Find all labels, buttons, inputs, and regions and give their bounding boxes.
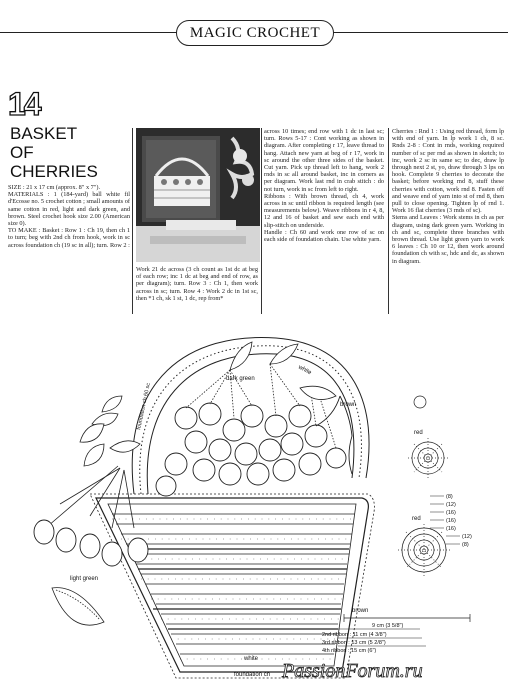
cherry-small [414, 396, 426, 408]
instructions-column-left [8, 184, 130, 249]
column-divider [388, 128, 389, 314]
product-photo [136, 128, 260, 262]
basket-inner-outline [108, 504, 356, 666]
count-label: (16) [446, 518, 456, 524]
instructions-column-mid-lower: Work 21 dc across (3 ch count as 1st dc at beg of each row; inc 1 dc at beg and end of row, as per diagram); turn. Row 3 : Ch 1, then work across in sc; turn. Row 4 : Work 2 dc in 1st sc, then *1 ch, sk 1 st, 1 dc, rep from* [136, 266, 258, 302]
measure-9cm: 9 cm (3 5/8") [372, 623, 404, 629]
column-divider [261, 128, 262, 314]
cherries [156, 403, 346, 496]
label-brown-ribbon: brown [352, 608, 369, 614]
watermark: PassionForum.ru [282, 660, 423, 682]
label-red-bottom: red [412, 516, 421, 522]
title-line: BASKET [10, 124, 78, 143]
label-dark-green: dark green [226, 376, 255, 382]
crochet-diagram [0, 318, 508, 690]
label-foundation-60: foundation ch 60 sc [136, 382, 152, 431]
count-label: (16) [446, 510, 456, 516]
light-green-leaf [52, 588, 104, 626]
measure-9cm-line [344, 614, 470, 622]
count-label: (12) [446, 502, 456, 508]
rows-paragraph: across 10 times; end row with 1 dc in last sc; turn. Rows 5-17 : Cont working as shown in diagram. After completing r 17, leave thread to hang. Attach new yarn at beg of r 17, work in sc around the other three sides of the basket. Cut yarn. Pick up thread left to hang, work 2 rnds in sc all around basket, inc in corners as per diagram. Work last rnd in crab stitch : do not turn, work in sc from left to right. [264, 128, 384, 193]
instructions-column-mid [264, 128, 384, 243]
size-paragraph: SIZE : 21 x 17 cm (approx. 8" x 7"). [8, 184, 101, 191]
count-label: (16) [446, 526, 456, 532]
ribbons-paragraph: Ribbons : With brown thread, ch 4, work across in sc until ribbon is required length (see measurements below). Weave ribbons in r 4, 8, 12 and 16 of basket and sew each end with slip-stitch on underside. [264, 192, 384, 229]
label-white-bottom: white [244, 656, 259, 662]
label-red-top: red [414, 430, 423, 436]
ribbon-4: 4th ribbon : 15 cm (6") [322, 648, 377, 654]
basket-rows [112, 514, 355, 654]
column-divider [132, 128, 133, 314]
instructions-column-right [392, 128, 504, 265]
label-light-green: light green [70, 576, 99, 582]
left-leaves [80, 396, 140, 466]
cherry-chart-bottom [398, 524, 450, 576]
count-label: (8) [462, 542, 469, 548]
ribbon-2: 2nd ribbon : 11 cm (4 3/8") [322, 632, 387, 638]
hanging-cherries [34, 520, 148, 566]
title-line: OF [10, 143, 34, 162]
pattern-title [10, 124, 130, 181]
to-make-paragraph: TO MAKE : Basket : Row 1 : Ch 19, then ch 1 to turn; beg with 2nd ch from hook, work in sc across foundation ch (19 sc in all); turn. Row 2 : [8, 227, 130, 249]
cherries-paragraph: Cherries : Rnd 1 : Using red thread, form lp with end of yarn. In lp work 1 ch, 8 sc. Rnds 2-8 : Cont in rnds, working required number of sc per rnd as shown in sketch; to inc, work 2 sc in same sc; to dec, draw lp through next 2 st, yo, draw through 3 lps on hook. Complete 9 cherries to decorate the basket; before working rnd 8, stuff these cherries with cotton, work rnd 8. Fasten off and weave end of yarn into st of rnd 8, then pull to close opening. Tighten lp of rnd 1. Work 16 flat cherries (3 rnds of sc). [392, 128, 504, 215]
handle-paragraph: Handle : Ch 60 and work one row of sc on each side of foundation chain. Use white yarn. [264, 228, 384, 244]
pattern-number: 14 [8, 86, 40, 122]
count-label: (8) [446, 494, 453, 500]
stems-leaves-paragraph: Stems and Leaves : Work stems in ch as per diagram, using dark green yarn. Working in ch and sc, complete three branches with brown thread. Use light green yarn to work 6 leaves : Ch 10 or 12, then work around foundation ch with sc, hdc and dc, as shown in diagram. [392, 214, 504, 265]
label-brown: brown [340, 402, 357, 408]
leaves [230, 342, 336, 400]
label-white-top: white [297, 364, 313, 377]
label-foundation-bottom: foundation ch [234, 672, 271, 678]
cherry-chart-top [408, 438, 448, 478]
materials-paragraph: MATERIALS : 1 (184-yard) ball white fil d'Ecosse no. 5 crochet cotton ; small amounts of same cotton in red, light and dark green, and brown. Steel crochet hook size 2.00 (American size 0). [8, 191, 130, 228]
magazine-title: MAGIC CROCHET [176, 20, 334, 46]
ribbon-3: 3rd ribbon : 13 cm (5 2/8") [322, 640, 386, 646]
count-label: (12) [462, 534, 472, 540]
title-line: CHERRIES [10, 162, 98, 181]
basket-stitches [112, 519, 355, 659]
